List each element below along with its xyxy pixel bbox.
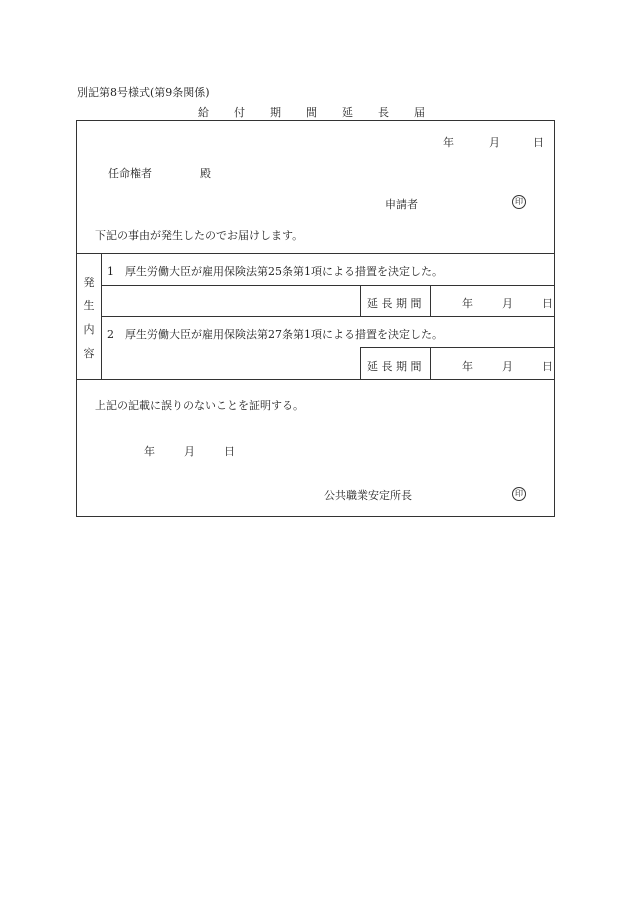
item-text: 1 厚生労働大臣が雇用保険法第25条第1項による措置を決定した。 — [107, 265, 443, 278]
title-char: 長 — [378, 106, 389, 119]
divider — [101, 285, 555, 286]
date-month: 月 — [184, 445, 195, 458]
section-label-char: 内 — [83, 323, 95, 336]
period-label: 延 長 期 間 — [367, 297, 422, 310]
certify-text: 上記の記載に誤りのないことを証明する。 — [95, 399, 304, 412]
addressee: 任命権者 — [108, 167, 152, 180]
title-char: 届 — [414, 106, 425, 119]
item-text: 2 厚生労働大臣が雇用保険法第27条第1項による措置を決定した。 — [107, 328, 443, 341]
form-title — [198, 104, 450, 120]
title-char: 付 — [234, 106, 245, 119]
period-date — [462, 295, 553, 311]
date-year: 年 — [443, 136, 454, 149]
section-label-char: 容 — [83, 347, 95, 360]
divider — [430, 347, 431, 379]
title-char: 延 — [342, 106, 353, 119]
divider — [430, 285, 431, 316]
title-char: 期 — [270, 106, 281, 119]
seal-icon: 印 — [512, 487, 526, 501]
notice-text: 下記の事由が発生したのでお届けします。 — [95, 229, 304, 242]
divider — [101, 316, 555, 317]
section-label-char: 発 — [83, 276, 95, 289]
section-label-char: 生 — [83, 299, 95, 312]
divider — [76, 253, 555, 254]
divider — [360, 285, 361, 316]
divider — [360, 347, 361, 379]
date-month: 月 — [502, 360, 513, 373]
divider — [360, 347, 555, 348]
date-month: 月 — [489, 136, 500, 149]
date-day: 日 — [533, 136, 544, 149]
period-date — [462, 358, 553, 374]
footer-date — [144, 443, 235, 459]
form-id: 別記第8号様式(第9条関係) — [77, 86, 210, 99]
office-label: 公共職業安定所長 — [324, 489, 412, 502]
title-char: 給 — [198, 106, 209, 119]
applicant-label: 申請者 — [385, 198, 418, 211]
date-day: 日 — [542, 360, 553, 373]
honorific: 殿 — [200, 167, 211, 180]
date-month: 月 — [502, 297, 513, 310]
date-year: 年 — [462, 360, 473, 373]
date-year: 年 — [144, 445, 155, 458]
seal-icon: 印 — [512, 195, 526, 209]
header-date — [443, 134, 544, 150]
date-day: 日 — [224, 445, 235, 458]
divider — [101, 253, 102, 379]
date-day: 日 — [542, 297, 553, 310]
title-char: 間 — [306, 106, 317, 119]
period-label: 延 長 期 間 — [367, 360, 422, 373]
divider — [76, 379, 555, 380]
date-year: 年 — [462, 297, 473, 310]
